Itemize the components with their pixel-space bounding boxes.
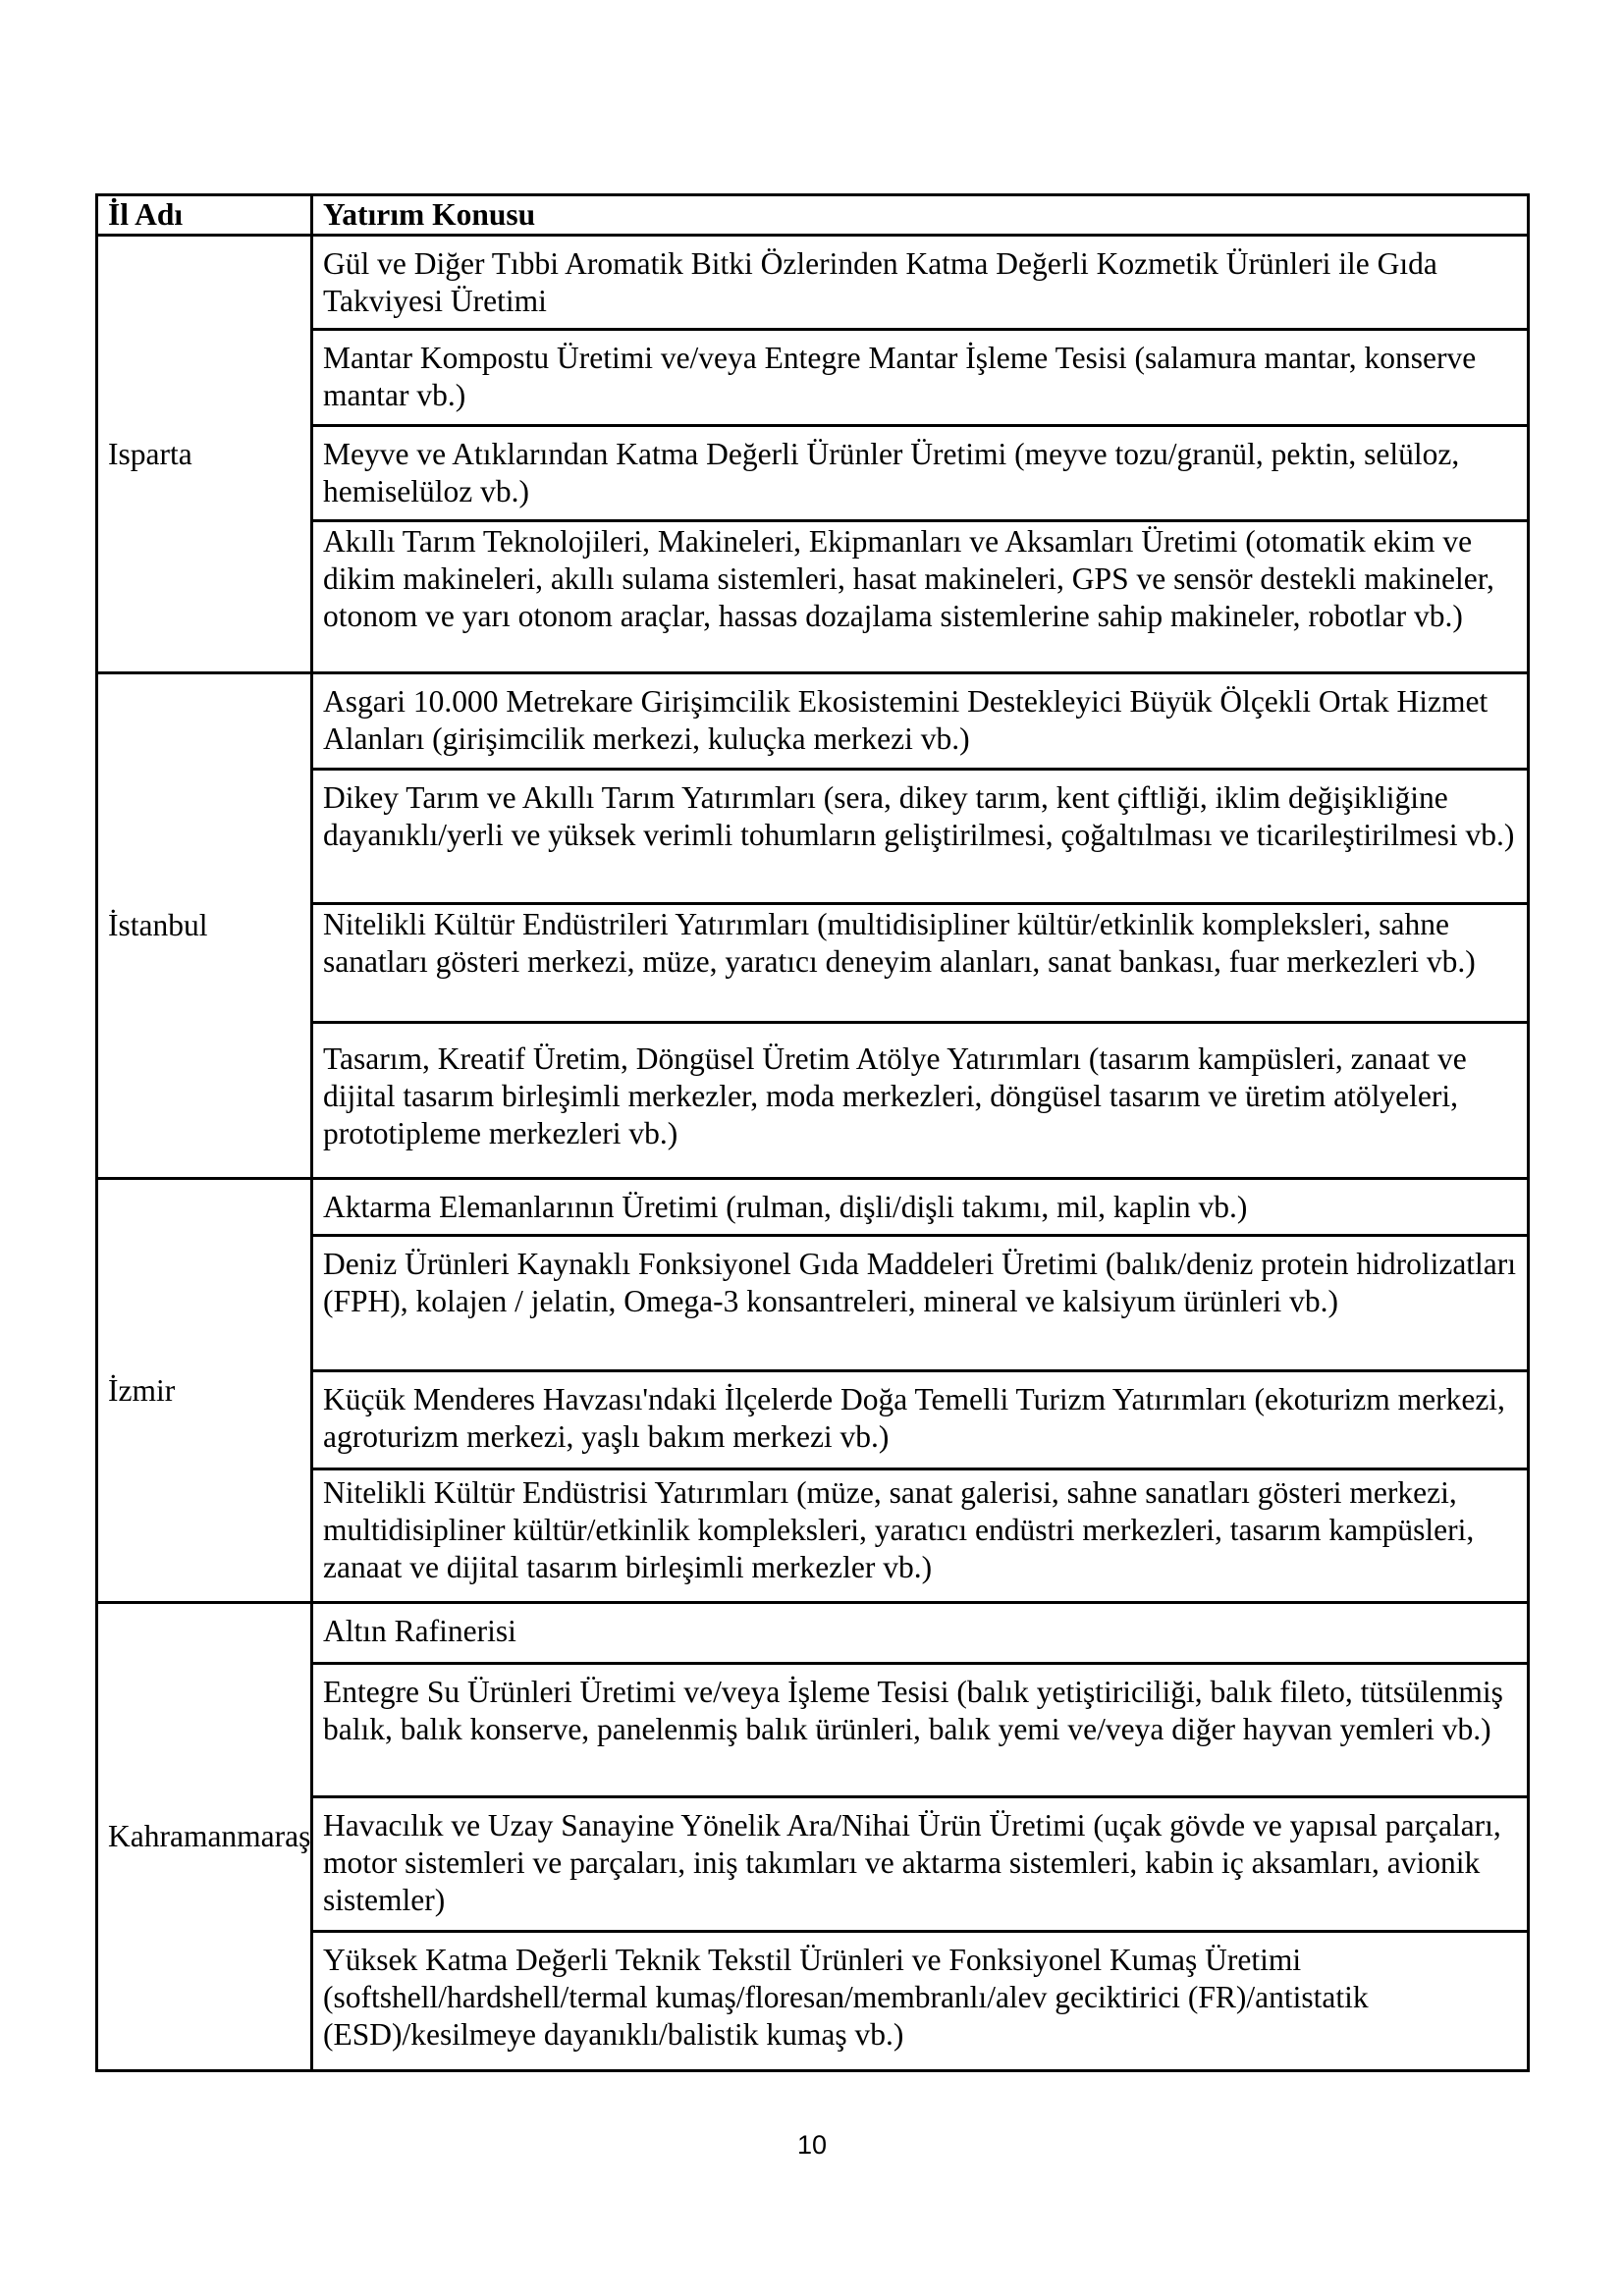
table-row	[97, 330, 1529, 426]
topic-cell: Tasarım, Kreatif Üretim, Döngüsel Üretim Atölye Yatırımları (tasarım kampüsleri, zanaat ve dijital tasarım birleşimli merkezler, moda merkezleri, döngüsel tasarım ve üretim atölyeleri, prototipleme merkezleri vb.)	[312, 1023, 1529, 1179]
topic-cell: Meyve ve Atıklarından Katma Değerli Ürünler Üretimi (meyve tozu/granül, pektin, selüloz, hemiselüloz vb.)	[312, 426, 1529, 521]
topic-cell: Altın Rafinerisi	[312, 1603, 1529, 1664]
table-row	[97, 1469, 1529, 1603]
page-number: 10	[796, 2130, 828, 2160]
topic-cell: Akıllı Tarım Teknolojileri, Makineleri, Ekipmanları ve Aksamları Üretimi (otomatik ekim ve dikim makineleri, akıllı sulama sistemleri, hasat makineleri, GPS ve sensör destekli makineler, otonom ve yarı otonom araçlar, hassas dozajlama sistemlerine sahip makineler, robotlar vb.)	[312, 521, 1529, 673]
topic-cell: Havacılık ve Uzay Sanayine Yönelik Ara/Nihai Ürün Üretimi (uçak gövde ve yapısal parçaları, motor sistemleri ve parçaları, iniş takımları ve aktarma sistemleri, kabin iç aksamları, avionik sistemler)	[312, 1797, 1529, 1932]
table-header-row	[97, 195, 1529, 236]
investment-topics-table	[95, 193, 1530, 2072]
topic-cell: Dikey Tarım ve Akıllı Tarım Yatırımları (sera, dikey tarım, kent çiftliği, iklim değişikliğine dayanıklı/yerli ve yüksek verimli tohumların geliştirilmesi, çoğaltılması ve ticarileştirilmesi vb.)	[312, 770, 1529, 904]
topic-cell: Gül ve Diğer Tıbbi Aromatik Bitki Özlerinden Katma Değerli Kozmetik Ürünleri ile Gıda Takviyesi Üretimi	[312, 236, 1529, 330]
table-row	[97, 1932, 1529, 2071]
table-row	[97, 521, 1529, 673]
table-row	[97, 1371, 1529, 1469]
table-row	[97, 236, 1529, 330]
table-row	[97, 426, 1529, 521]
topic-cell: Asgari 10.000 Metrekare Girişimcilik Ekosistemini Destekleyici Büyük Ölçekli Ortak Hizmet Alanları (girişimcilik merkezi, kuluçka merkezi vb.)	[312, 673, 1529, 770]
topic-cell: Nitelikli Kültür Endüstrisi Yatırımları (müze, sanat galerisi, sahne sanatları gösteri merkezi, multidisipliner kültür/etkinlik kompleksleri, yaratıcı endüstri merkezleri, tasarım kampüsleri, zanaat ve dijital tasarım birleşimli merkezler vb.)	[312, 1469, 1529, 1603]
topic-cell: Nitelikli Kültür Endüstrileri Yatırımları (multidisipliner kültür/etkinlik kompleksleri, sahne sanatları gösteri merkezi, müze, yaratıcı deneyim alanları, sanat bankası, fuar merkezleri vb.)	[312, 904, 1529, 1023]
province-cell: İzmir	[97, 1179, 312, 1603]
province-cell: İstanbul	[97, 673, 312, 1179]
table-row	[97, 770, 1529, 904]
table-row	[97, 1797, 1529, 1932]
table-row	[97, 1023, 1529, 1179]
topic-cell: Entegre Su Ürünleri Üretimi ve/veya İşleme Tesisi (balık yetiştiriciliği, balık fileto, tütsülenmiş balık, balık konserve, panelenmiş balık ürünleri, balık yemi ve/veya diğer hayvan yemleri vb.)	[312, 1664, 1529, 1797]
topic-cell: Küçük Menderes Havzası'ndaki İlçelerde Doğa Temelli Turizm Yatırımları (ekoturizm merkezi, agroturizm merkezi, yaşlı bakım merkezi vb.)	[312, 1371, 1529, 1469]
topic-cell: Deniz Ürünleri Kaynaklı Fonksiyonel Gıda Maddeleri Üretimi (balık/deniz protein hidrolizatları (FPH), kolajen / jelatin, Omega-3 konsantreleri, mineral ve kalsiyum ürünleri vb.)	[312, 1236, 1529, 1371]
province-cell: Isparta	[97, 236, 312, 673]
table-row	[97, 1236, 1529, 1371]
province-cell: Kahramanmaraş	[97, 1603, 312, 2071]
topic-cell: Mantar Kompostu Üretimi ve/veya Entegre Mantar İşleme Tesisi (salamura mantar, konserve mantar vb.)	[312, 330, 1529, 426]
topic-cell: Aktarma Elemanlarının Üretimi (rulman, dişli/dişli takımı, mil, kaplin vb.)	[312, 1179, 1529, 1236]
table-row	[97, 673, 1529, 770]
table-row	[97, 904, 1529, 1023]
header-topic: Yatırım Konusu	[312, 195, 1529, 236]
table-row	[97, 1179, 1529, 1236]
topic-cell: Yüksek Katma Değerli Teknik Tekstil Ürünleri ve Fonksiyonel Kumaş Üretimi (softshell/hardshell/termal kumaş/floresan/membranlı/alev geciktirici (FR)/antistatik (ESD)/kesilmeye dayanıklı/balistik kumaş vb.)	[312, 1932, 1529, 2071]
table-row	[97, 1603, 1529, 1664]
header-province: İl Adı	[97, 195, 312, 236]
table-row	[97, 1664, 1529, 1797]
